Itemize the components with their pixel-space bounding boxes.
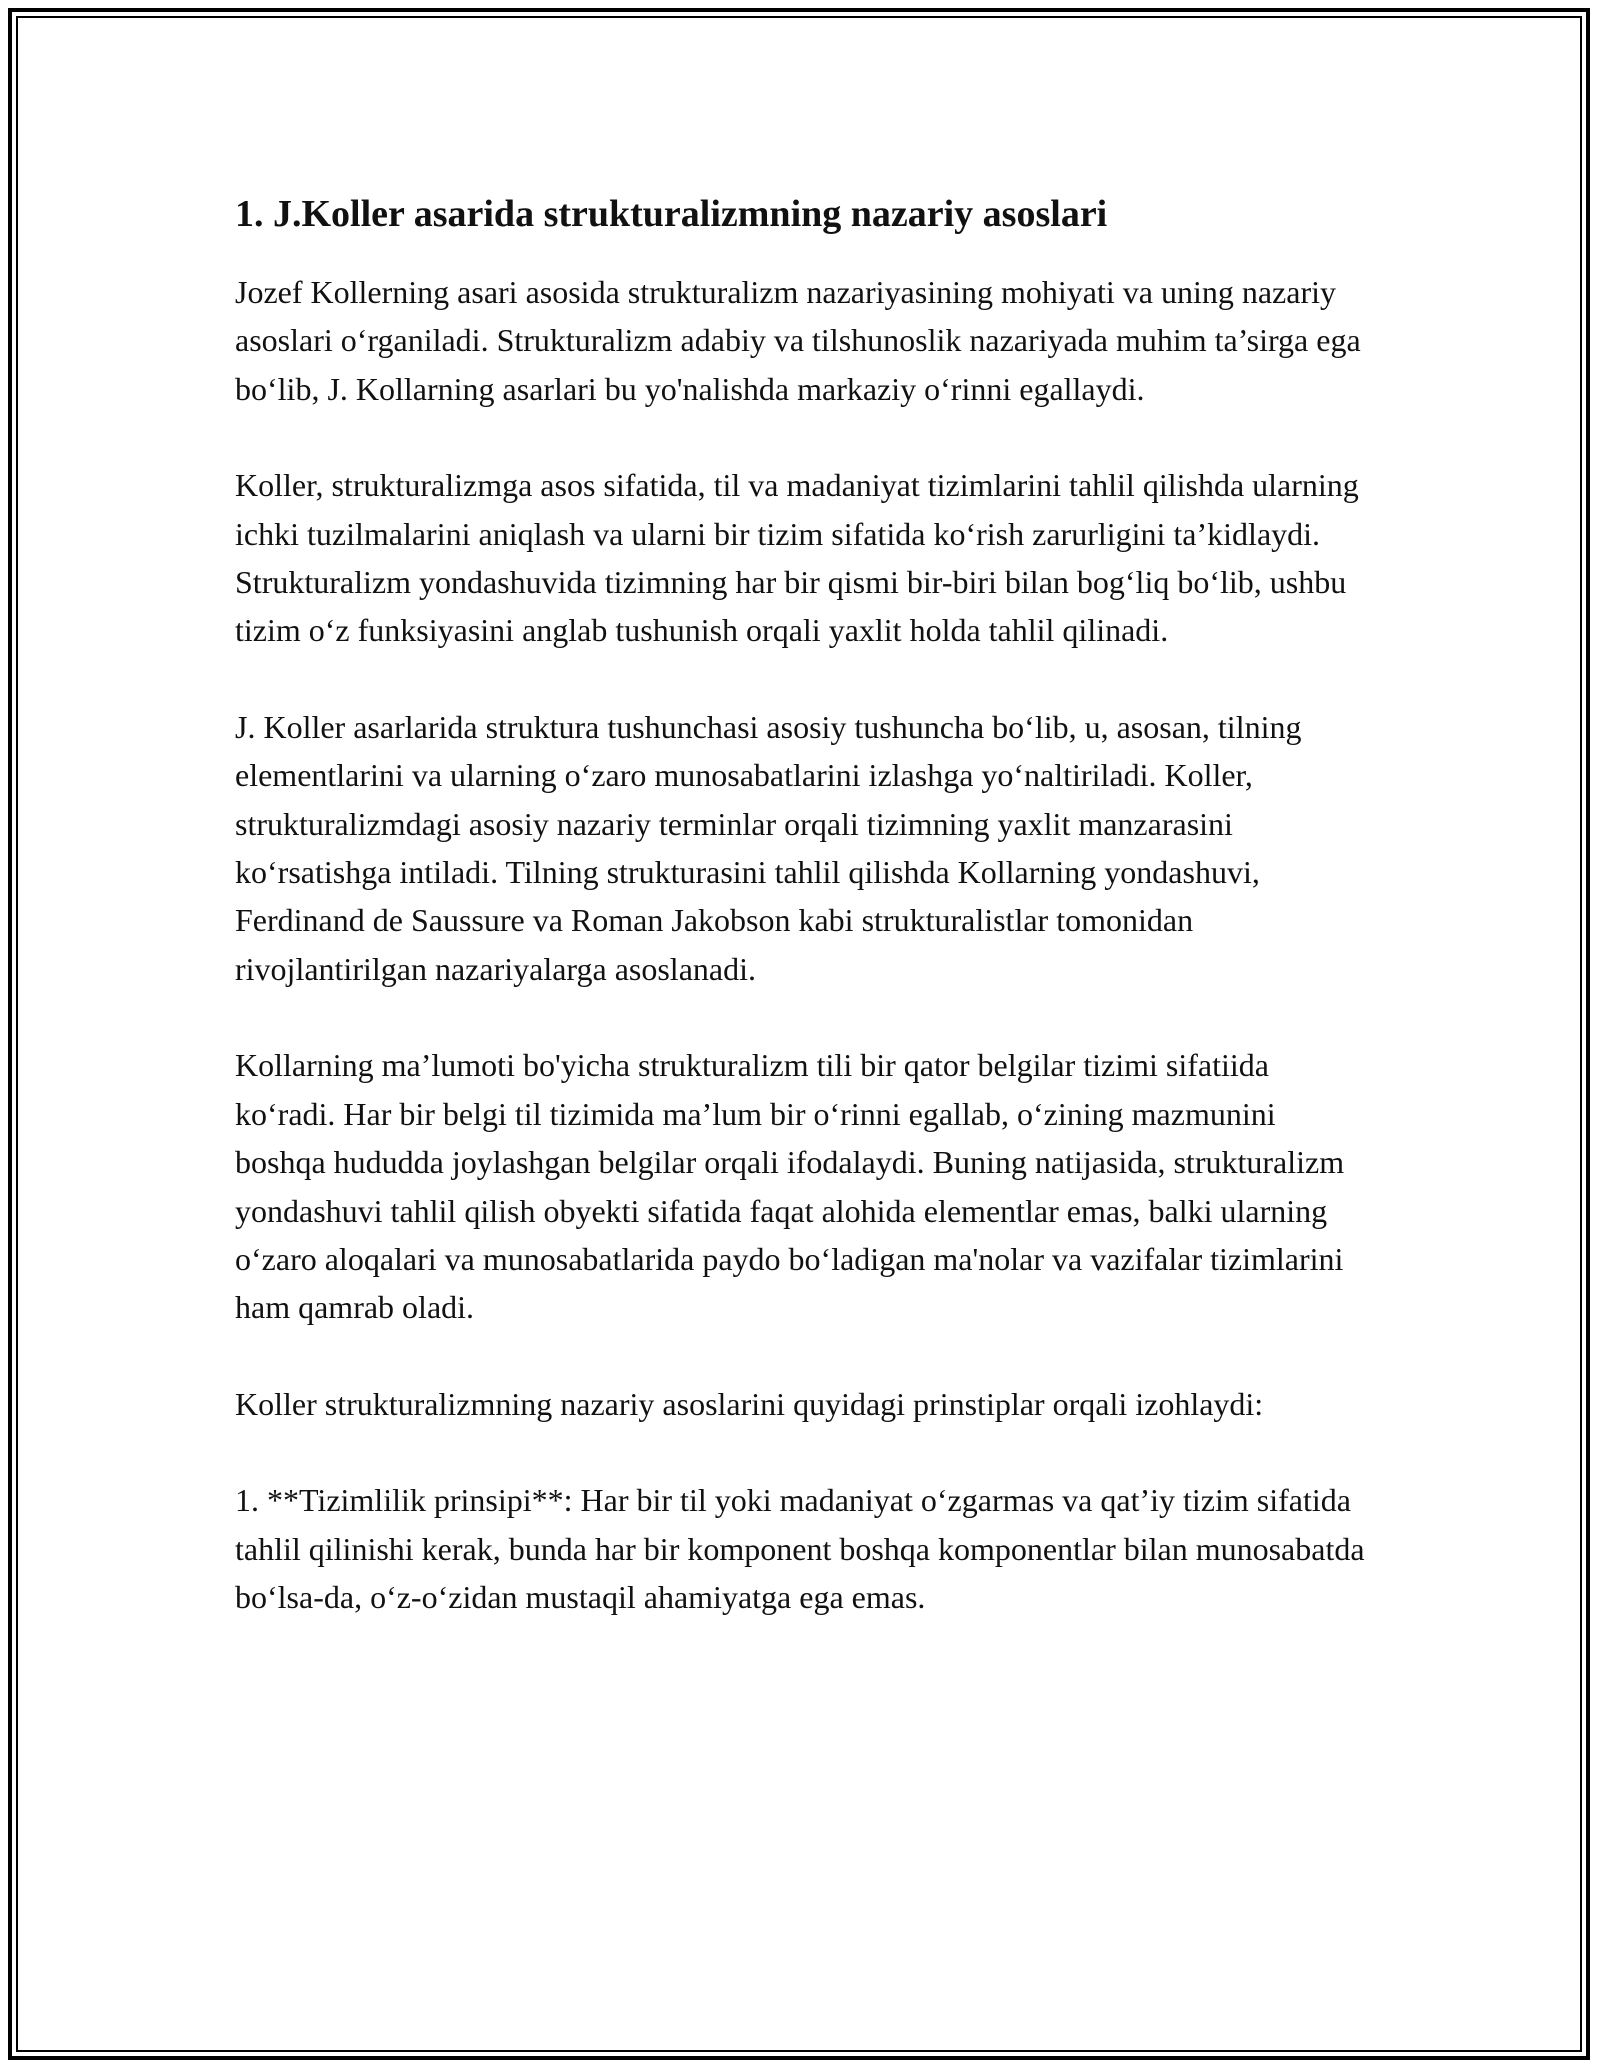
paragraph-principles-intro: Koller strukturalizmning nazariy asoslarini quyidagi prinstiplar orqali izohlaydi: [235,1385,1264,1422]
paragraph-principle-1: 1. **Tizimlilik prinsipi**: Har bir til yoki madaniyat o‘zgarmas va qat’iy tizim sifatida tahlil qilinishi kerak, bunda har bir komponent boshqa komponentlar bilan munosabatda bo‘lsa-da, o‘z-o‘zidan mustaqil ahamiyatga ega emas. [235,1482,1365,1615]
document-body [235,188,1365,1621]
section-title: 1. J.Koller asarida strukturalizmning nazariy asoslari [235,193,1108,235]
paragraph-intro: Jozef Kollerning asari asosida strukturalizm nazariyasining mohiyati va uning nazariy asoslari o‘rganiladi. Strukturalizm adabiy va tilshunoslik nazariyada muhim ta’sirga ega bo‘lib, J. Kollarning asarlari bu yo'nalishda markaziy o‘rinni egallaydi. [235,274,1361,407]
paragraph-sign-system: Kollarning ma’lumoti bo'yicha strukturalizm tili bir qator belgilar tizimi sifatiida ko‘radi. Har bir belgi til tizimida ma’lum bir o‘rinni egallab, o‘zining mazmunini boshqa hududda joylashgan belgilar orqali ifodalaydi. Buning natijasida, strukturalizm yondashuvi tahlil qilish obyekti sifatida faqat alohida elementlar emas, balki ularning o‘zaro aloqalari va munosabatlarida paydo bo‘ladigan ma'nolar va vazifalar tizimlarini ham qamrab oladi. [235,1047,1345,1326]
paragraph-structure-concept: J. Koller asarlarida struktura tushunchasi asosiy tushuncha bo‘lib, u, asosan, tilning elementlarini va ularning o‘zaro munosabatlarini izlashga yo‘naltiriladi. Koller, strukturalizmdagi asosiy nazariy terminlar orqali tizimning yaxlit manzarasini ko‘rsatishga intiladi. Tilning strukturasini tahlil qilishda Kollarning yondashuvi, Ferdinand de Saussure va Roman Jakobson kabi strukturalistlar tomonidan rivojlantirilgan nazariyalarga asoslanadi. [235,708,1302,987]
paragraph-system-analysis: Koller, strukturalizmga asos sifatida, til va madaniyat tizimlarini tahlil qilishda ularning ichki tuzilmalarini aniqlash va ularni bir tizim sifatida ko‘rish zarurligini ta’kidlaydi. Strukturalizm yondashuvida tizimning har bir qismi bir-biri bilan bog‘liq bo‘lib, ushbu tizim o‘z funksiyasini anglab tushunish orqali yaxlit holda tahlil qilinadi. [235,467,1359,649]
